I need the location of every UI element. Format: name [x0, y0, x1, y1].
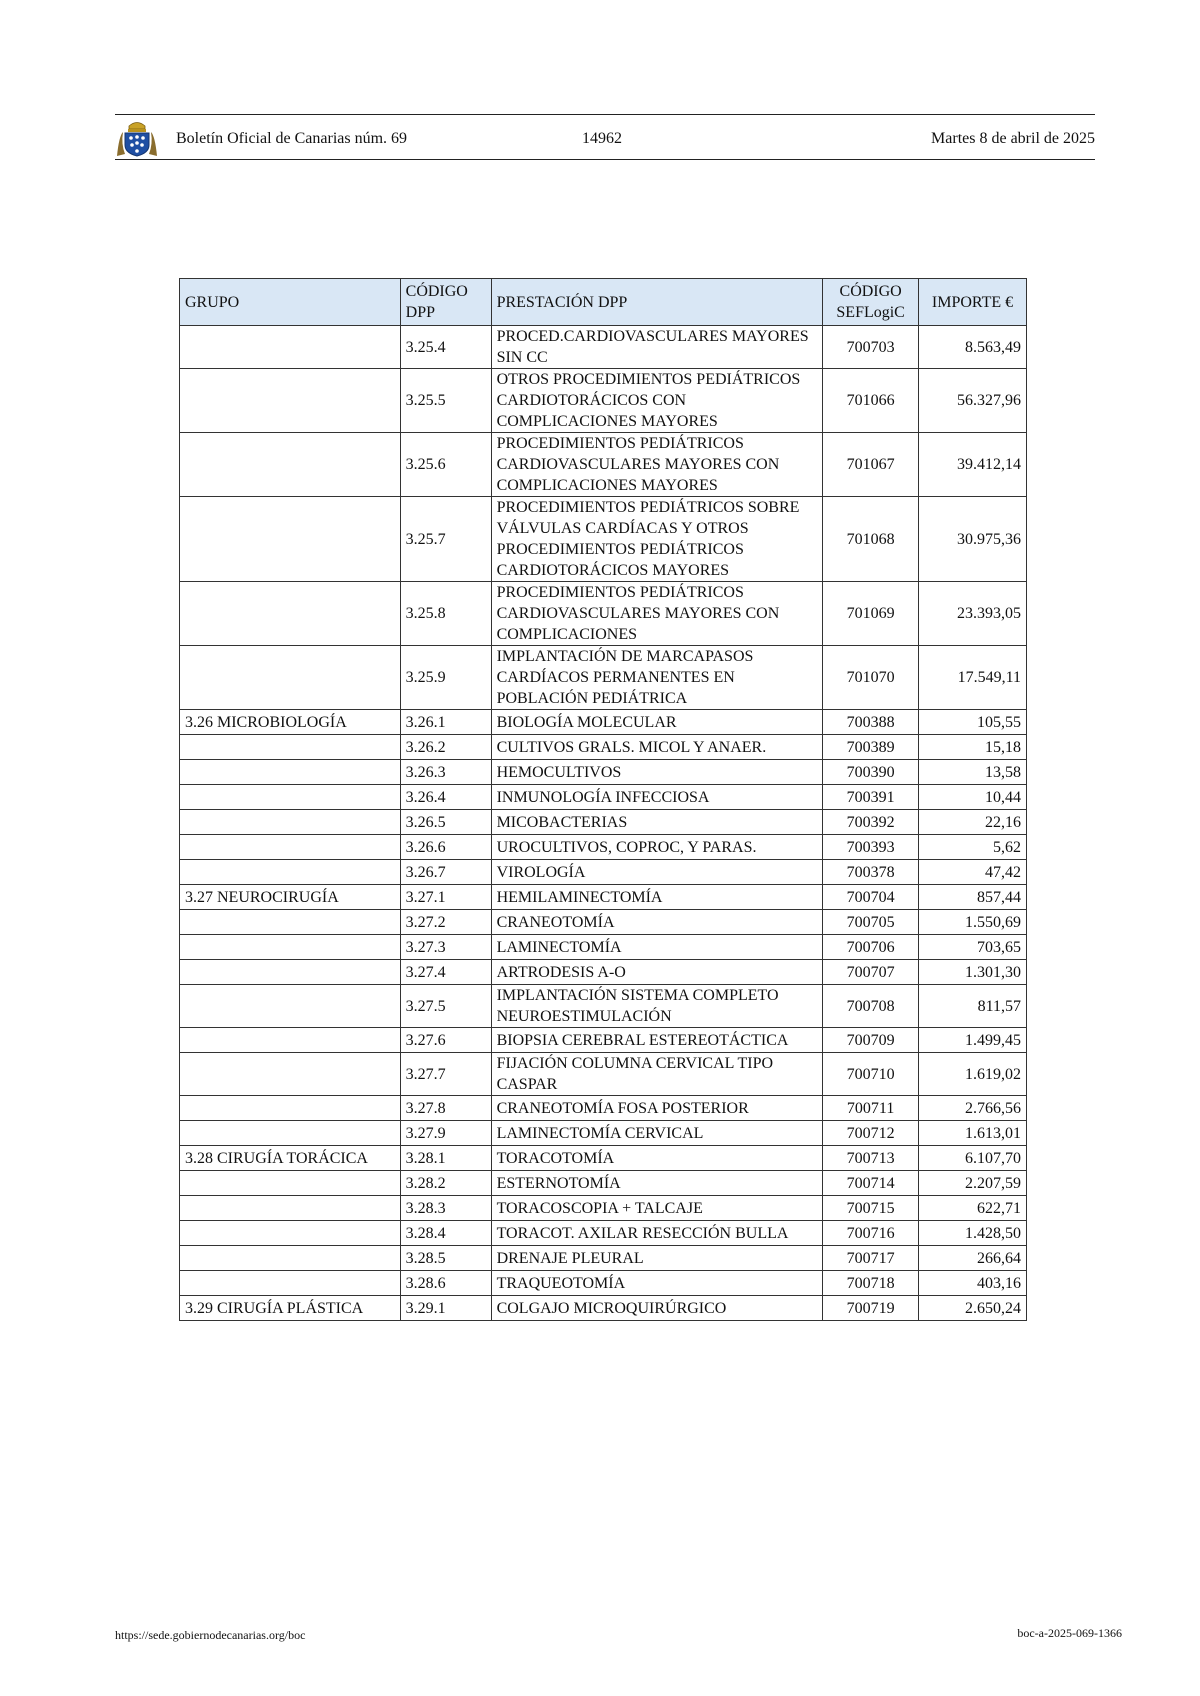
cell-codigo-dpp: 3.27.3 [400, 935, 491, 960]
footer-document-id: boc-a-2025-069-1366 [1017, 1626, 1122, 1640]
cell-codigo-seflogic: 700709 [823, 1028, 919, 1053]
cell-codigo-seflogic: 701070 [823, 646, 919, 710]
cell-codigo-dpp: 3.27.4 [400, 960, 491, 985]
cell-codigo-dpp: 3.28.3 [400, 1196, 491, 1221]
cell-codigo-seflogic: 700391 [823, 785, 919, 810]
table-row [180, 1296, 1027, 1321]
table-row [180, 433, 1027, 497]
cell-importe: 23.393,05 [919, 582, 1027, 646]
cell-grupo [180, 646, 401, 710]
cell-importe: 857,44 [919, 885, 1027, 910]
cell-importe: 39.412,14 [919, 433, 1027, 497]
cell-codigo-seflogic: 700705 [823, 910, 919, 935]
cell-codigo-dpp: 3.28.2 [400, 1171, 491, 1196]
table-row [180, 1196, 1027, 1221]
cell-grupo [180, 835, 401, 860]
cell-grupo: 3.27 NEUROCIRUGÍA [180, 885, 401, 910]
cell-codigo-seflogic: 700378 [823, 860, 919, 885]
table-row [180, 1028, 1027, 1053]
cell-prestacion: LAMINECTOMÍA [491, 935, 823, 960]
cell-grupo [180, 1121, 401, 1146]
cell-grupo [180, 433, 401, 497]
cell-grupo [180, 785, 401, 810]
cell-codigo-dpp: 3.26.6 [400, 835, 491, 860]
cell-importe: 2.650,24 [919, 1296, 1027, 1321]
cell-prestacion: TORACOTOMÍA [491, 1146, 823, 1171]
cell-prestacion: VIROLOGÍA [491, 860, 823, 885]
column-header-prestacion: PRESTACIÓN DPP [491, 279, 823, 326]
table-row [180, 1096, 1027, 1121]
cell-codigo-dpp: 3.28.5 [400, 1246, 491, 1271]
cell-prestacion: CRANEOTOMÍA FOSA POSTERIOR [491, 1096, 823, 1121]
cell-prestacion: HEMILAMINECTOMÍA [491, 885, 823, 910]
cell-importe: 22,16 [919, 810, 1027, 835]
cell-importe: 1.301,30 [919, 960, 1027, 985]
footer-url: https://sede.gobiernodecanarias.org/boc [115, 1628, 306, 1642]
publication-date: Martes 8 de abril de 2025 [931, 130, 1095, 147]
cell-importe: 8.563,49 [919, 326, 1027, 369]
cell-importe: 2.766,56 [919, 1096, 1027, 1121]
cell-importe: 266,64 [919, 1246, 1027, 1271]
cell-prestacion: PROCED.CARDIOVASCULARES MAYORES SIN CC [491, 326, 823, 369]
cell-grupo: 3.28 CIRUGÍA TORÁCICA [180, 1146, 401, 1171]
cell-codigo-dpp: 3.26.7 [400, 860, 491, 885]
cell-importe: 10,44 [919, 785, 1027, 810]
table-row [180, 785, 1027, 810]
cell-importe: 1.619,02 [919, 1053, 1027, 1096]
cell-codigo-dpp: 3.29.1 [400, 1296, 491, 1321]
cell-codigo-seflogic: 700718 [823, 1271, 919, 1296]
cell-importe: 1.428,50 [919, 1221, 1027, 1246]
cell-grupo [180, 326, 401, 369]
cell-codigo-dpp: 3.27.2 [400, 910, 491, 935]
cell-codigo-dpp: 3.26.5 [400, 810, 491, 835]
cell-codigo-seflogic: 700707 [823, 960, 919, 985]
cell-codigo-dpp: 3.27.1 [400, 885, 491, 910]
cell-grupo [180, 369, 401, 433]
table-row [180, 710, 1027, 735]
cell-codigo-seflogic: 700710 [823, 1053, 919, 1096]
cell-prestacion: BIOLOGÍA MOLECULAR [491, 710, 823, 735]
cell-codigo-seflogic: 700704 [823, 885, 919, 910]
cell-codigo-seflogic: 700717 [823, 1246, 919, 1271]
cell-prestacion: TORACOSCOPIA + TALCAJE [491, 1196, 823, 1221]
cell-codigo-seflogic: 701069 [823, 582, 919, 646]
cell-prestacion: ESTERNOTOMÍA [491, 1171, 823, 1196]
cell-importe: 5,62 [919, 835, 1027, 860]
table-row [180, 1221, 1027, 1246]
cell-codigo-seflogic: 701066 [823, 369, 919, 433]
coat-of-arms-icon [115, 118, 159, 158]
cell-codigo-seflogic: 700390 [823, 760, 919, 785]
table-row [180, 1053, 1027, 1096]
cell-prestacion: ARTRODESIS A-O [491, 960, 823, 985]
cell-prestacion: UROCULTIVOS, COPROC, Y PARAS. [491, 835, 823, 860]
cell-importe: 403,16 [919, 1271, 1027, 1296]
cell-importe: 811,57 [919, 985, 1027, 1028]
cell-prestacion: LAMINECTOMÍA CERVICAL [491, 1121, 823, 1146]
cell-prestacion: BIOPSIA CEREBRAL ESTEREOTÁCTICA [491, 1028, 823, 1053]
cell-prestacion: HEMOCULTIVOS [491, 760, 823, 785]
table-row [180, 735, 1027, 760]
cell-codigo-dpp: 3.28.4 [400, 1221, 491, 1246]
cell-grupo [180, 860, 401, 885]
cell-codigo-seflogic: 700711 [823, 1096, 919, 1121]
table-row [180, 935, 1027, 960]
cell-codigo-dpp: 3.25.9 [400, 646, 491, 710]
column-header-grupo: GRUPO [180, 279, 401, 326]
table-header-row [180, 279, 1027, 326]
cell-codigo-dpp: 3.25.6 [400, 433, 491, 497]
cell-codigo-dpp: 3.26.3 [400, 760, 491, 785]
column-header-codigo-seflogic: CÓDIGO SEFLogiC [823, 279, 919, 326]
cell-prestacion: IMPLANTACIÓN SISTEMA COMPLETO NEUROESTIMULACIÓN [491, 985, 823, 1028]
cell-codigo-dpp: 3.27.7 [400, 1053, 491, 1096]
cell-prestacion: CRANEOTOMÍA [491, 910, 823, 935]
cell-grupo [180, 960, 401, 985]
cell-importe: 1.499,45 [919, 1028, 1027, 1053]
cell-grupo [180, 985, 401, 1028]
cell-grupo [180, 1221, 401, 1246]
bulletin-title: Boletín Oficial de Canarias núm. 69 [176, 130, 408, 147]
cell-prestacion: CULTIVOS GRALS. MICOL Y ANAER. [491, 735, 823, 760]
cell-codigo-seflogic: 700706 [823, 935, 919, 960]
table-row [180, 885, 1027, 910]
table-row [180, 1146, 1027, 1171]
table-row [180, 582, 1027, 646]
cell-importe: 622,71 [919, 1196, 1027, 1221]
table-row [180, 1246, 1027, 1271]
cell-prestacion: PROCEDIMIENTOS PEDIÁTRICOS CARDIOVASCULARES MAYORES CON COMPLICACIONES [491, 582, 823, 646]
cell-codigo-dpp: 3.26.1 [400, 710, 491, 735]
cell-codigo-seflogic: 700714 [823, 1171, 919, 1196]
cell-grupo [180, 582, 401, 646]
cell-grupo [180, 1246, 401, 1271]
cell-prestacion: COLGAJO MICROQUIRÚRGICO [491, 1296, 823, 1321]
cell-grupo [180, 1096, 401, 1121]
cell-importe: 105,55 [919, 710, 1027, 735]
cell-prestacion: TRAQUEOTOMÍA [491, 1271, 823, 1296]
table-row [180, 497, 1027, 582]
cell-codigo-seflogic: 700712 [823, 1121, 919, 1146]
cell-codigo-dpp: 3.25.4 [400, 326, 491, 369]
column-header-codigo-dpp: CÓDIGO DPP [400, 279, 491, 326]
cell-codigo-dpp: 3.28.1 [400, 1146, 491, 1171]
table-row [180, 326, 1027, 369]
cell-importe: 30.975,36 [919, 497, 1027, 582]
table-row [180, 1171, 1027, 1196]
cell-codigo-seflogic: 700713 [823, 1146, 919, 1171]
cell-codigo-seflogic: 700389 [823, 735, 919, 760]
cell-codigo-seflogic: 700716 [823, 1221, 919, 1246]
cell-grupo [180, 1171, 401, 1196]
cell-importe: 15,18 [919, 735, 1027, 760]
cell-importe: 1.550,69 [919, 910, 1027, 935]
cell-codigo-seflogic: 700703 [823, 326, 919, 369]
cell-grupo [180, 810, 401, 835]
cell-importe: 13,58 [919, 760, 1027, 785]
cell-prestacion: FIJACIÓN COLUMNA CERVICAL TIPO CASPAR [491, 1053, 823, 1096]
table-row [180, 960, 1027, 985]
cell-codigo-seflogic: 700388 [823, 710, 919, 735]
cell-importe: 2.207,59 [919, 1171, 1027, 1196]
cell-codigo-seflogic: 700719 [823, 1296, 919, 1321]
cell-codigo-dpp: 3.27.5 [400, 985, 491, 1028]
page-number: 14962 [582, 130, 622, 147]
cell-grupo [180, 1196, 401, 1221]
cell-codigo-dpp: 3.27.8 [400, 1096, 491, 1121]
cell-grupo [180, 1028, 401, 1053]
cell-prestacion: INMUNOLOGÍA INFECCIOSA [491, 785, 823, 810]
cell-codigo-dpp: 3.25.7 [400, 497, 491, 582]
table-row [180, 860, 1027, 885]
table-row [180, 760, 1027, 785]
cell-grupo [180, 935, 401, 960]
cell-codigo-dpp: 3.25.8 [400, 582, 491, 646]
column-header-importe: IMPORTE € [919, 279, 1027, 326]
cell-codigo-seflogic: 701068 [823, 497, 919, 582]
cell-codigo-dpp: 3.27.9 [400, 1121, 491, 1146]
cell-codigo-dpp: 3.25.5 [400, 369, 491, 433]
table-row [180, 835, 1027, 860]
cell-prestacion: PROCEDIMIENTOS PEDIÁTRICOS SOBRE VÁLVULAS CARDÍACAS Y OTROS PROCEDIMIENTOS PEDIÁTRICOS CARDIOTORÁCICOS MAYORES [491, 497, 823, 582]
cell-codigo-dpp: 3.26.2 [400, 735, 491, 760]
table-row [180, 985, 1027, 1028]
cell-codigo-seflogic: 700393 [823, 835, 919, 860]
cell-grupo [180, 910, 401, 935]
cell-prestacion: PROCEDIMIENTOS PEDIÁTRICOS CARDIOVASCULARES MAYORES CON COMPLICACIONES MAYORES [491, 433, 823, 497]
cell-codigo-seflogic: 700715 [823, 1196, 919, 1221]
table-row [180, 369, 1027, 433]
cell-codigo-dpp: 3.26.4 [400, 785, 491, 810]
table-row [180, 1121, 1027, 1146]
cell-codigo-dpp: 3.27.6 [400, 1028, 491, 1053]
table-row [180, 1271, 1027, 1296]
table-row [180, 646, 1027, 710]
cell-grupo [180, 497, 401, 582]
cell-grupo: 3.29 CIRUGÍA PLÁSTICA [180, 1296, 401, 1321]
cell-prestacion: DRENAJE PLEURAL [491, 1246, 823, 1271]
cell-grupo [180, 735, 401, 760]
cell-importe: 56.327,96 [919, 369, 1027, 433]
page-header [115, 114, 1095, 160]
prestaciones-table [179, 278, 1027, 1321]
cell-importe: 6.107,70 [919, 1146, 1027, 1171]
cell-codigo-seflogic: 700708 [823, 985, 919, 1028]
cell-grupo [180, 760, 401, 785]
cell-prestacion: TORACOT. AXILAR RESECCIÓN BULLA [491, 1221, 823, 1246]
cell-prestacion: IMPLANTACIÓN DE MARCAPASOS CARDÍACOS PERMANENTES EN POBLACIÓN PEDIÁTRICA [491, 646, 823, 710]
cell-prestacion: OTROS PROCEDIMIENTOS PEDIÁTRICOS CARDIOTORÁCICOS CON COMPLICACIONES MAYORES [491, 369, 823, 433]
cell-grupo [180, 1271, 401, 1296]
cell-importe: 17.549,11 [919, 646, 1027, 710]
cell-importe: 1.613,01 [919, 1121, 1027, 1146]
cell-codigo-seflogic: 700392 [823, 810, 919, 835]
table-row [180, 910, 1027, 935]
cell-grupo [180, 1053, 401, 1096]
cell-prestacion: MICOBACTERIAS [491, 810, 823, 835]
cell-grupo: 3.26 MICROBIOLOGÍA [180, 710, 401, 735]
cell-codigo-dpp: 3.28.6 [400, 1271, 491, 1296]
cell-importe: 47,42 [919, 860, 1027, 885]
cell-importe: 703,65 [919, 935, 1027, 960]
table-row [180, 810, 1027, 835]
cell-codigo-seflogic: 701067 [823, 433, 919, 497]
